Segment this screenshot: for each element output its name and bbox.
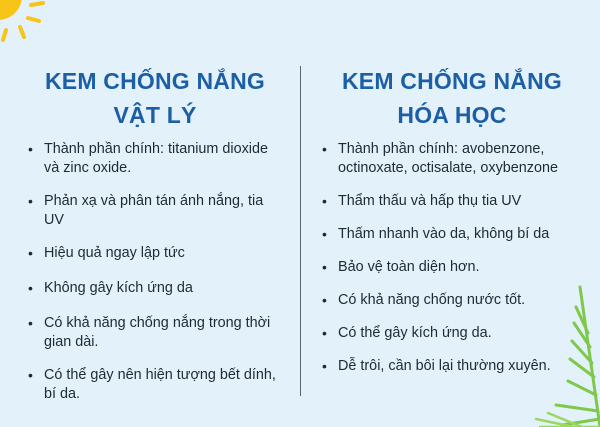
title-line-1: KEM CHỐNG NẮNG (341, 68, 563, 94)
physical-sunscreen-title (24, 64, 286, 132)
bullet-icon: • (322, 292, 327, 308)
list-item (318, 258, 586, 277)
list-item-text: Dễ trôi, cần bôi lại thường xuyên. (338, 358, 551, 374)
list-item-text: Thành phần chính: avobenzone, octinoxate, octisalate, oxybenzone (338, 141, 558, 176)
list-item (318, 324, 586, 343)
list-item (318, 192, 586, 211)
bullet-icon: • (322, 193, 327, 209)
list-item-text: Hiệu quả ngay lập tức (44, 245, 185, 261)
list-item (24, 279, 286, 298)
bullet-icon: • (28, 315, 33, 331)
list-item (24, 192, 286, 230)
bullet-icon: • (28, 245, 33, 261)
list-item (318, 291, 586, 310)
list-item-text: Không gây kích ứng da (44, 280, 193, 296)
bullet-icon: • (28, 280, 33, 296)
list-item (318, 357, 586, 376)
bullet-icon: • (28, 193, 33, 209)
bullet-icon: • (322, 259, 327, 275)
chemical-sunscreen-title (318, 64, 586, 132)
list-item-text: Có khả năng chống nước tốt. (338, 292, 526, 308)
sun-icon (0, 0, 70, 60)
bullet-icon: • (322, 141, 327, 157)
list-item-text: Bảo vệ toàn diện hơn. (338, 259, 480, 275)
list-item-text: Thấm nhanh vào da, không bí da (338, 226, 550, 242)
bullet-icon: • (322, 358, 327, 374)
list-item-text: Thẩm thấu và hấp thụ tia UV (338, 193, 522, 209)
bullet-icon: • (28, 367, 33, 383)
title-line-2: HÓA HỌC (397, 102, 507, 128)
list-item (318, 140, 586, 178)
list-item-text: Có thể gây kích ứng da. (338, 325, 492, 341)
title-line-2: VẬT LÝ (113, 102, 197, 128)
list-item-text: Có khả năng chống nắng trong thời gian dài. (44, 315, 271, 350)
bullet-icon: • (322, 325, 327, 341)
bullet-icon: • (322, 226, 327, 242)
list-item (24, 244, 286, 263)
column-divider (300, 66, 301, 396)
physical-sunscreen-list (24, 140, 286, 418)
title-line-1: KEM CHỐNG NẮNG (44, 68, 266, 94)
list-item (318, 225, 586, 244)
chemical-sunscreen-list (318, 140, 586, 390)
list-item-text: Phản xạ và phân tán ánh nắng, tia UV (44, 193, 264, 228)
list-item (24, 366, 286, 404)
list-item (24, 140, 286, 178)
list-item-text: Có thể gây nên hiện tượng bết dính, bí da. (44, 367, 276, 402)
bullet-icon: • (28, 141, 33, 157)
list-item-text: Thành phần chính: titanium dioxide và zinc oxide. (44, 141, 269, 176)
list-item (24, 314, 286, 352)
